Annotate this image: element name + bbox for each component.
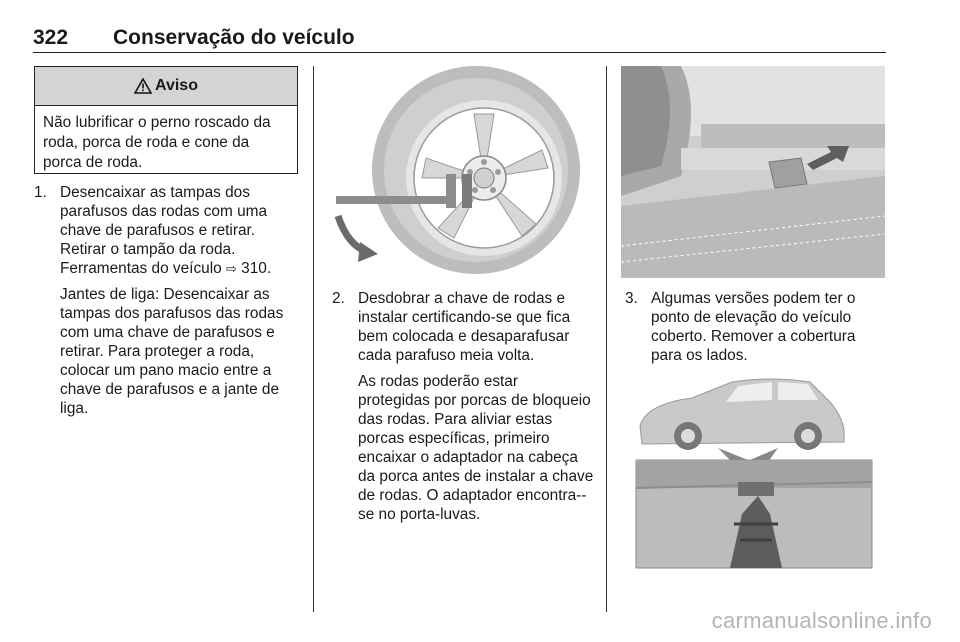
wheel-wrench-illustration xyxy=(326,66,592,278)
step-2 xyxy=(332,289,594,524)
page-reference[interactable]: 310. xyxy=(241,260,272,277)
step-number: 3. xyxy=(625,290,638,307)
step-number: 1. xyxy=(34,184,47,201)
column-divider xyxy=(313,66,314,612)
column-divider xyxy=(606,66,607,612)
warning-box xyxy=(34,66,298,174)
page-reference-arrow-icon: ⇨ xyxy=(225,261,237,276)
car-jack-illustration xyxy=(622,364,886,576)
step-paragraph: Desencaixar as tampas dos parafusos das rodas com uma chave de parafusos e retirar. Retirar o tampão da roda. Ferramentas do veículo ⇨ 310. xyxy=(60,184,272,277)
step-paragraph: Jantes de liga: Desencaixar as tampas dos parafusos das rodas com uma chave de parafusos e retirar. Para proteger a roda, colocar um pano macio entre a chave de parafusos e a jante de liga. xyxy=(60,286,284,417)
warning-text: Não lubrificar o perno roscado da roda, porca de roda e cone da porca de roda. xyxy=(43,114,271,171)
sill-cover-illustration xyxy=(621,66,885,278)
page-number: 322 xyxy=(33,26,69,49)
page-header xyxy=(33,22,886,53)
step-3 xyxy=(625,289,887,365)
page-title: Conservação do veículo xyxy=(113,26,355,49)
warning-triangle-icon xyxy=(134,78,152,94)
step-number: 2. xyxy=(332,290,345,307)
step-1 xyxy=(34,183,302,418)
watermark-text: carmanualsonline.info xyxy=(711,608,932,633)
step-paragraph: Algumas versões podem ter o ponto de elevação do veículo coberto. Remover a cobertura para os lados. xyxy=(651,290,856,364)
warning-heading-text: Aviso xyxy=(155,77,198,94)
step-paragraph: Desdobrar a chave de rodas e instalar certificando-se que fica bem colocada e desaparafusar cada parafuso meia volta. xyxy=(358,290,571,364)
warning-heading xyxy=(35,67,297,106)
step-paragraph: As rodas poderão estar protegidas por porcas de bloqueio das rodas. Para aliviar estas porcas específicas, primeiro encaixar o adaptador na cabeça da porca antes de instalar a chave de rodas. O adaptador encontra--se no porta-luvas. xyxy=(358,373,594,523)
